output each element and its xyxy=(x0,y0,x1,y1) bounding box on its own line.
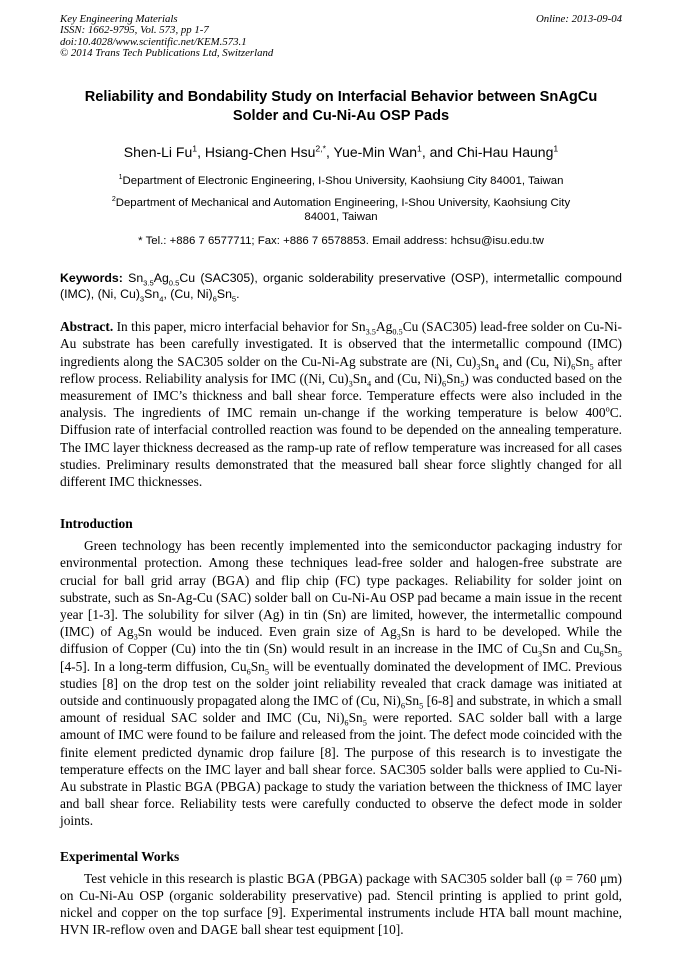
affiliation-1: $^1$Department of Electronic Engineering, I-Shou University, Kaohsiung City 84001, Taiwan xyxy=(118,174,564,188)
copyright-line: © 2014 Trans Tech Publications Ltd, Switzerland xyxy=(60,46,274,59)
journal-header-left xyxy=(60,14,273,59)
journal-name: Key Engineering Materials xyxy=(60,13,178,25)
keywords-paragraph xyxy=(60,271,622,302)
online-date: Online: 2013-09-04 xyxy=(535,13,622,25)
abstract-label: Abstract. xyxy=(60,319,114,335)
keywords-text: $Sn_{3.5}Ag_{0.5}Cu$ (SAC305), organic solderability preservative (OSP), intermetallic compound (IMC), (Ni, $Cu)_3Sn_4$, (Cu, $Ni)_6Sn_5$. xyxy=(60,271,623,304)
section-heading-experimental-works: Experimental Works xyxy=(60,848,180,864)
keywords-label: Keywords: xyxy=(60,271,123,286)
introduction-paragraph: Green technology has been recently implemented into the semiconductor packaging industry for environmental protection. Among these techniques lead-free solder and halogen-free substrate are crucial for ball grid array (BGA) and flip chip (FC) type packages. Reliability for solder joint on substrate, such as Sn-Ag-Cu (SAC) solder ball on Cu-Ni-Au OSP pad became a main issue in the recent year [1-3]. The solubility for silver (Ag) in tin (Sn) are limited, however, the intermetallic compound (IMC) of $Ag_3Sn$ would be induced. Even grain size of $Ag_3Sn$ is hard to be developed. While the diffusion of Copper (Cu) into the tin (Sn) would result in an increase in the IMC of $Cu_3Sn$ and $Cu_6Sn_5$ [4-5]. In a long-term diffusion, $Cu_6Sn_5$ will be eventually dominated the development of IMC. Previous studies [8] on the drop test on the solder joint reliability revealed that crack damage was initiated at outside and continuously propagated along the IMC of (Cu, $Ni)_6Sn_5$ [6-8] and substrate, in which a small amount of residual SAC solder and IMC (Cu, $Ni)_6Sn_5$ were reported. SAC solder ball with a large amount of IMC were found to be failure and released from the joint. The defect mode coincided with the finite element predicted dynamic drop failure [8]. The purpose of this research is to investigate the temperature effects on the IMC layer and ball shear force. SAC305 solder balls were applied to Cu-Ni-Au substrate in Plastic BGA (PBGA) package to study the variation between the thickness of IMC layer and ball shear force. Reliability tests were carefully conducted to observe the defect mode in solder joints. xyxy=(60,538,622,829)
authors-line: Shen-Li Fu$^1$, Hsiang-Chen Hsu$^{2,*}$, Yue-Min Wan$^1$, and Chi-Hau Haung$^1$ xyxy=(123,143,559,161)
section-heading-introduction: Introduction xyxy=(60,516,133,532)
paper-title: Reliability and Bondability Study on Interfacial Behavior between SnAgCu Solder and Cu-Ni-Au OSP Pads xyxy=(84,89,598,125)
abstract-paragraph xyxy=(60,318,622,490)
affiliation-2: $^2$Department of Mechanical and Automation Engineering, I-Shou University, Kaohsiung City 84001, Taiwan xyxy=(111,195,571,224)
contact-line: * Tel.: +886 7 6577711; Fax: +886 7 6578853. Email address: hchsu@isu.edu.tw xyxy=(138,234,544,247)
experimental-works-paragraph: Test vehicle in this research is plastic BGA (PBGA) package with SAC305 solder ball (φ = 760 μm) on Cu-Ni-Au OSP (organic solderability preservative) pad. Stencil printing is applied to print gold, nickel and copper on the top surface [9]. Experimental instruments include HTA ball mount machine, HVN IR-reflow oven and DAGE ball shear test equipment [10]. xyxy=(60,870,622,938)
journal-header xyxy=(60,14,622,59)
doi-line: doi:10.4028/www.scientific.net/KEM.573.1 xyxy=(60,35,247,48)
issn-volume-line: ISSN: 1662-9795, Vol. 573, pp 1-7 xyxy=(60,24,209,37)
abstract-text: In this paper, micro interfacial behavior for $Sn_{3.5}Ag_{0.5}Cu$ (SAC305) lead-free solder on Cu-Ni-Au substrate has been carefully investigated. It is observed that the intermetallic compound (IMC) ingredients along the SAC305 solder on the Cu-Ni-Ag substrate are (Ni, $Cu)_3Sn_4$ and (Cu, $Ni)_6Sn_5$ after reflow process. Reliability analysis for IMC ((Ni, $Cu)_3Sn_4$ and (Cu, $Ni)_6Sn_5$) was conducted based on the measurement of IMC’s thickness and ball shear force. Temperature effects were also included in the analysis. The ingredients of IMC remain un-change if the working temperature is below 400$^o$C. Diffusion rate of interfacial controlled reaction was found to be depended on the annealing temperature. The IMC layer thickness decreased as the ramp-up rate of reflow temperature was increased for all cases studies. Preliminary results demonstrated that the measured ball shear force slightly changed for all different IMC thicknesses. xyxy=(60,319,622,490)
